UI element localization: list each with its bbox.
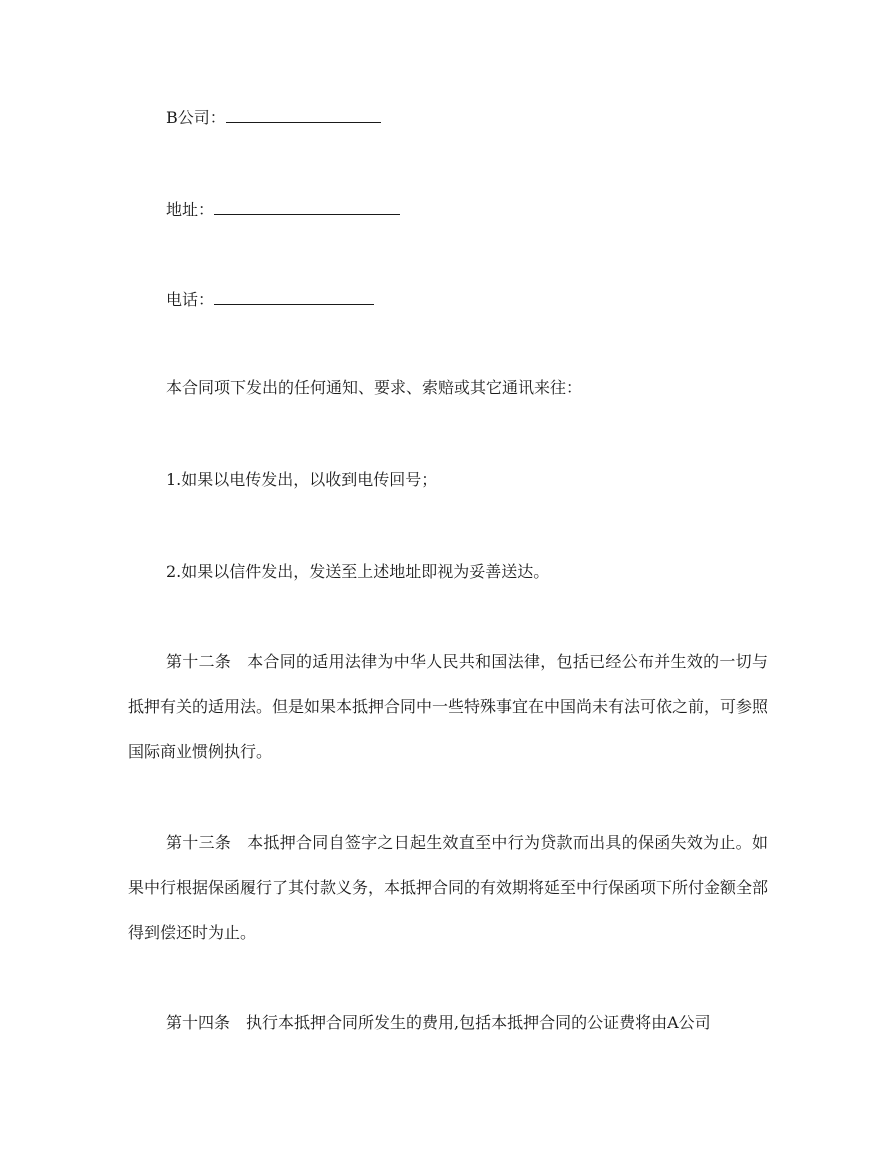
article-12-text: 本合同的适用法律为中华人民共和国法律，包括已经公布并生效的一切与抵押有关的适用法。但是如果本抵押合同中一些特殊事宜在中国尚未有法可依之前，可参照国际商业惯例执行。 xyxy=(128,652,769,761)
address-label: 地址： xyxy=(166,200,215,219)
phone-blank-field[interactable] xyxy=(214,289,374,305)
notice-item-telex: 1.如果以电传发出，以收到电传回号； xyxy=(166,470,438,489)
phone-line xyxy=(166,289,374,310)
article-13-number: 第十三条 xyxy=(166,833,232,852)
party-b-line xyxy=(166,107,381,128)
phone-label: 电话： xyxy=(166,290,215,309)
party-b-label: B公司： xyxy=(166,108,226,127)
notice-intro: 本合同项下发出的任何通知、要求、索赔或其它通讯来往： xyxy=(166,378,583,397)
article-12-number: 第十二条 xyxy=(166,652,232,671)
article-14 xyxy=(128,1000,768,1045)
article-12 xyxy=(128,639,768,774)
party-b-blank-field[interactable] xyxy=(226,107,381,123)
article-14-text: 执行本抵押合同所发生的费用,包括本抵押合同的公证费将由A公司 xyxy=(246,1013,711,1032)
address-blank-field[interactable] xyxy=(214,199,400,215)
article-14-number: 第十四条 xyxy=(166,1013,231,1032)
address-line xyxy=(166,199,400,220)
article-13 xyxy=(128,820,768,955)
notice-item-letter: 2.如果以信件发出，发送至上述地址即视为妥善送达。 xyxy=(166,562,550,581)
article-13-text: 本抵押合同自签字之日起生效直至中行为贷款而出具的保函失效为止。如果中行根据保函履行了其付款义务，本抵押合同的有效期将延至中行保函项下所付金额全部得到偿还时为止。 xyxy=(128,833,769,942)
